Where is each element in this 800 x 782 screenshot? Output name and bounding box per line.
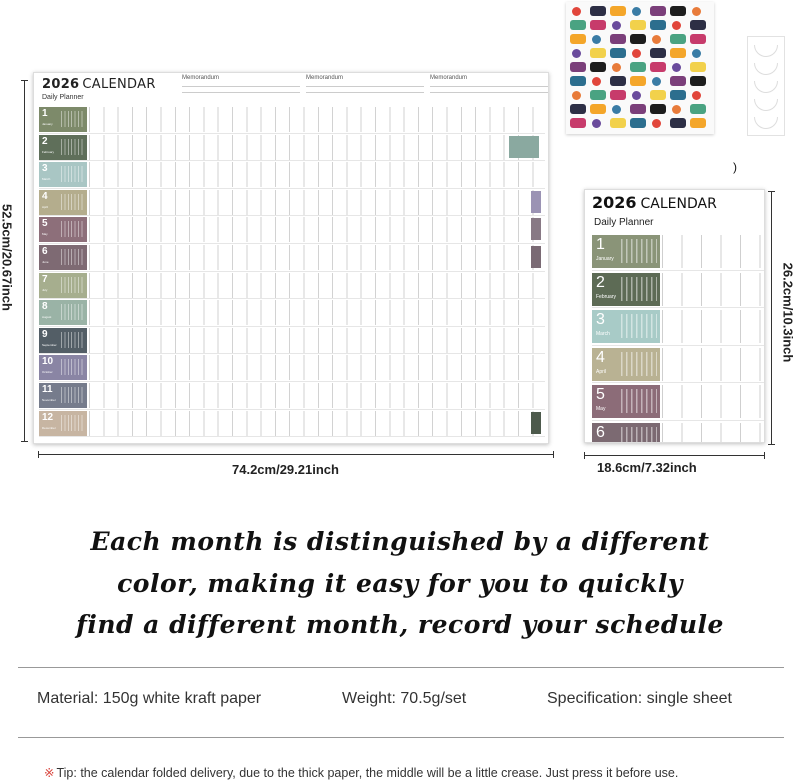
sticker (610, 90, 626, 100)
note-box (509, 136, 539, 158)
small-height-label: 26.2cm/10.3inch (780, 262, 796, 363)
sticker (672, 21, 681, 30)
mini-month-grid (621, 239, 657, 263)
headline-line-1: Each month is distinguished by a different (90, 527, 710, 556)
sticker (630, 76, 646, 86)
sticker (672, 63, 681, 72)
day-cells (662, 348, 765, 381)
measure-tick (768, 191, 775, 192)
sticker (590, 20, 606, 30)
month-row (39, 327, 545, 355)
sticker (650, 6, 666, 16)
sticker (692, 91, 701, 100)
sticker (590, 90, 606, 100)
day-cells (89, 383, 545, 408)
day-cells (89, 300, 545, 325)
sticker (690, 76, 706, 86)
month-name: January (596, 256, 614, 262)
stray-parenthesis: ) (733, 160, 737, 174)
mini-month-grid (61, 304, 85, 320)
sticker (610, 6, 626, 16)
width-measure-line (38, 454, 554, 455)
sticker (572, 7, 581, 16)
month-name: January (42, 122, 53, 126)
large-calendar-subtitle: Daily Planner (42, 94, 84, 101)
divider (18, 667, 784, 668)
month-number: 3 (596, 311, 605, 328)
month-name: May (596, 406, 606, 412)
sticker (592, 35, 601, 44)
month-block (39, 383, 87, 408)
spec-weight: Weight: 70.5g/set (342, 690, 467, 707)
large-calendar-year: 2026 (42, 77, 80, 92)
month-name: December (42, 425, 56, 430)
small-calendar-subtitle: Daily Planner (594, 217, 654, 228)
mini-month-grid (61, 249, 85, 265)
sticker (570, 62, 586, 72)
measure-tick (553, 451, 554, 458)
small-calendar-title-word: CALENDAR (640, 196, 717, 212)
month-block (592, 385, 660, 418)
month-row (39, 382, 545, 410)
month-block (592, 273, 660, 306)
note-box (531, 246, 541, 268)
month-block (592, 348, 660, 381)
month-block (39, 273, 87, 298)
memo-label: Memorandum (430, 75, 468, 81)
mini-month-grid (61, 111, 85, 127)
sticker (632, 49, 641, 58)
hook-icon (754, 81, 778, 93)
measure-tick (21, 441, 28, 442)
month-block (39, 107, 87, 132)
day-cells (89, 190, 545, 215)
small-calendar-poster (584, 189, 765, 443)
month-number: 11 (42, 383, 53, 395)
large-calendar-title (42, 77, 156, 92)
note-box (531, 412, 541, 434)
mini-month-grid (61, 387, 85, 403)
sticker (612, 63, 621, 72)
sticker (592, 77, 601, 86)
month-block (39, 135, 87, 160)
divider (18, 737, 784, 738)
sticker (670, 6, 686, 16)
sticker (590, 62, 606, 72)
month-block (39, 328, 87, 353)
large-height-label: 52.5cm/20.67inch (0, 204, 15, 311)
sticker (592, 119, 601, 128)
month-row (592, 308, 765, 346)
memo-section (430, 75, 548, 93)
day-cells (662, 310, 765, 343)
mini-month-grid (61, 221, 85, 237)
day-cells (662, 235, 765, 268)
sticker (670, 76, 686, 86)
note-box (531, 191, 541, 213)
sticker (652, 35, 661, 44)
headline-line-3: find a different month, record your schedule (76, 610, 724, 639)
day-cells (662, 385, 765, 418)
sticker (590, 104, 606, 114)
mini-month-grid (621, 314, 657, 338)
sticker (670, 90, 686, 100)
sticker (650, 62, 666, 72)
sticker (630, 104, 646, 114)
small-calendar-title (592, 193, 717, 212)
sticker-sheet-image (566, 2, 714, 134)
measure-tick (584, 452, 585, 459)
day-cells (89, 135, 545, 160)
month-number: 9 (42, 328, 48, 340)
sticker (610, 76, 626, 86)
month-row (592, 346, 765, 384)
memo-section (182, 75, 300, 93)
hook-icon (754, 99, 778, 111)
month-number: 12 (42, 411, 54, 423)
month-number: 4 (42, 190, 48, 202)
sticker (610, 48, 626, 58)
mini-month-grid (61, 332, 85, 348)
month-number: 6 (596, 423, 605, 441)
tip-mark-icon: ※ (44, 766, 55, 780)
day-cells (662, 273, 765, 306)
large-calendar-poster (33, 72, 549, 444)
month-name: April (42, 204, 49, 209)
mini-month-grid (621, 277, 657, 301)
sticker (692, 49, 701, 58)
month-number: 6 (42, 245, 48, 257)
month-number: 10 (42, 356, 54, 368)
sticker (570, 104, 586, 114)
small-width-measure-line (584, 455, 765, 456)
sticker (690, 118, 706, 128)
small-calendar-grid (592, 233, 765, 443)
day-cells (89, 107, 545, 132)
day-cells (89, 355, 545, 380)
day-cells (89, 162, 545, 187)
tip-note (44, 765, 678, 780)
month-name: February (42, 149, 55, 154)
month-name: November (42, 397, 56, 402)
month-block (39, 411, 87, 436)
mini-month-grid (621, 389, 657, 413)
sticker (632, 7, 641, 16)
hanging-hooks-image (747, 36, 785, 136)
memo-section (306, 75, 424, 93)
sticker (692, 7, 701, 16)
month-row (39, 299, 545, 327)
month-name: March (42, 177, 51, 182)
sticker (630, 20, 646, 30)
month-row (39, 354, 545, 382)
day-cells (662, 423, 765, 444)
month-number: 1 (596, 236, 605, 253)
mini-month-grid (61, 277, 85, 293)
sticker (572, 91, 581, 100)
month-block (39, 217, 87, 242)
month-row (592, 271, 765, 309)
sticker (630, 34, 646, 44)
month-block (39, 162, 87, 187)
month-number: 8 (42, 301, 48, 313)
month-name: April (596, 368, 607, 375)
measure-tick (21, 80, 28, 81)
month-name: September (42, 342, 57, 347)
large-calendar-grid (39, 106, 545, 437)
day-cells (89, 328, 545, 353)
large-width-label: 74.2cm/29.21inch (232, 462, 339, 477)
month-row (39, 244, 545, 272)
month-number: 3 (42, 163, 48, 175)
sticker (590, 48, 606, 58)
mini-month-grid (621, 427, 657, 444)
day-cells (89, 245, 545, 270)
month-block (592, 423, 660, 444)
month-row (39, 106, 545, 134)
month-row (592, 233, 765, 271)
month-name: February (596, 293, 617, 300)
sticker (572, 49, 581, 58)
headline-line-2: color, making it easy for you to quickly (117, 569, 683, 598)
spec-material: Material: 150g white kraft paper (37, 690, 262, 707)
sticker (630, 62, 646, 72)
month-row (39, 134, 545, 162)
measure-tick (768, 444, 775, 445)
mini-month-grid (61, 166, 85, 182)
month-number: 7 (42, 273, 48, 285)
hook-icon (754, 117, 778, 129)
memo-label: Memorandum (306, 75, 344, 81)
sticker (670, 34, 686, 44)
month-number: 2 (596, 273, 605, 291)
month-name: May (42, 232, 48, 237)
month-row (39, 161, 545, 189)
spec-specification: Specification: single sheet (547, 690, 732, 707)
sticker (632, 91, 641, 100)
month-row (39, 216, 545, 244)
month-name: June (42, 259, 49, 264)
month-block (39, 190, 87, 215)
sticker (670, 48, 686, 58)
small-width-label: 18.6cm/7.32inch (597, 460, 697, 475)
sticker (652, 77, 661, 86)
mini-month-grid (61, 194, 85, 210)
height-measure-line (24, 80, 25, 442)
sticker (570, 34, 586, 44)
mini-month-grid (61, 415, 85, 431)
month-number: 1 (42, 108, 48, 119)
measure-tick (38, 451, 39, 458)
measure-tick (764, 452, 765, 459)
tip-text: Tip: the calendar folded delivery, due to the thick paper, the middle will be a little crease. Just press it before use. (56, 766, 679, 780)
month-row (39, 272, 545, 300)
day-cells (89, 217, 545, 242)
month-row (592, 383, 765, 421)
sticker (570, 118, 586, 128)
sticker (612, 21, 621, 30)
sticker (690, 104, 706, 114)
sticker (650, 20, 666, 30)
sticker (650, 48, 666, 58)
note-box (531, 218, 541, 240)
hook-icon (754, 63, 778, 75)
sticker (650, 104, 666, 114)
sticker (610, 118, 626, 128)
month-block (39, 355, 87, 380)
month-name: March (596, 331, 610, 337)
month-row (592, 421, 765, 444)
mini-month-grid (621, 352, 657, 376)
sticker (590, 6, 606, 16)
month-name: October (42, 370, 53, 375)
sticker (652, 119, 661, 128)
day-cells (89, 273, 545, 298)
month-number: 4 (596, 348, 605, 366)
sticker (612, 105, 621, 114)
month-block (39, 245, 87, 270)
sticker (610, 34, 626, 44)
large-calendar-title-word: CALENDAR (82, 77, 156, 92)
month-name: August (42, 315, 52, 320)
hook-icon (754, 45, 778, 57)
sticker (630, 118, 646, 128)
sticker (690, 62, 706, 72)
small-calendar-year: 2026 (592, 193, 637, 212)
month-block (39, 300, 87, 325)
month-number: 2 (42, 135, 48, 147)
sticker (570, 76, 586, 86)
sticker (672, 105, 681, 114)
month-row (39, 410, 545, 438)
month-block (592, 235, 660, 268)
sticker (690, 34, 706, 44)
memo-label: Memorandum (182, 75, 220, 81)
sticker (670, 118, 686, 128)
month-number: 5 (596, 386, 605, 403)
sticker (650, 90, 666, 100)
month-number: 5 (42, 218, 48, 230)
small-height-measure-line (771, 191, 772, 445)
sticker (690, 20, 706, 30)
day-cells (89, 411, 545, 436)
month-row (39, 189, 545, 217)
month-name: July (42, 287, 48, 292)
mini-month-grid (61, 359, 85, 375)
sticker (570, 20, 586, 30)
mini-month-grid (61, 139, 85, 155)
month-block (592, 310, 660, 343)
